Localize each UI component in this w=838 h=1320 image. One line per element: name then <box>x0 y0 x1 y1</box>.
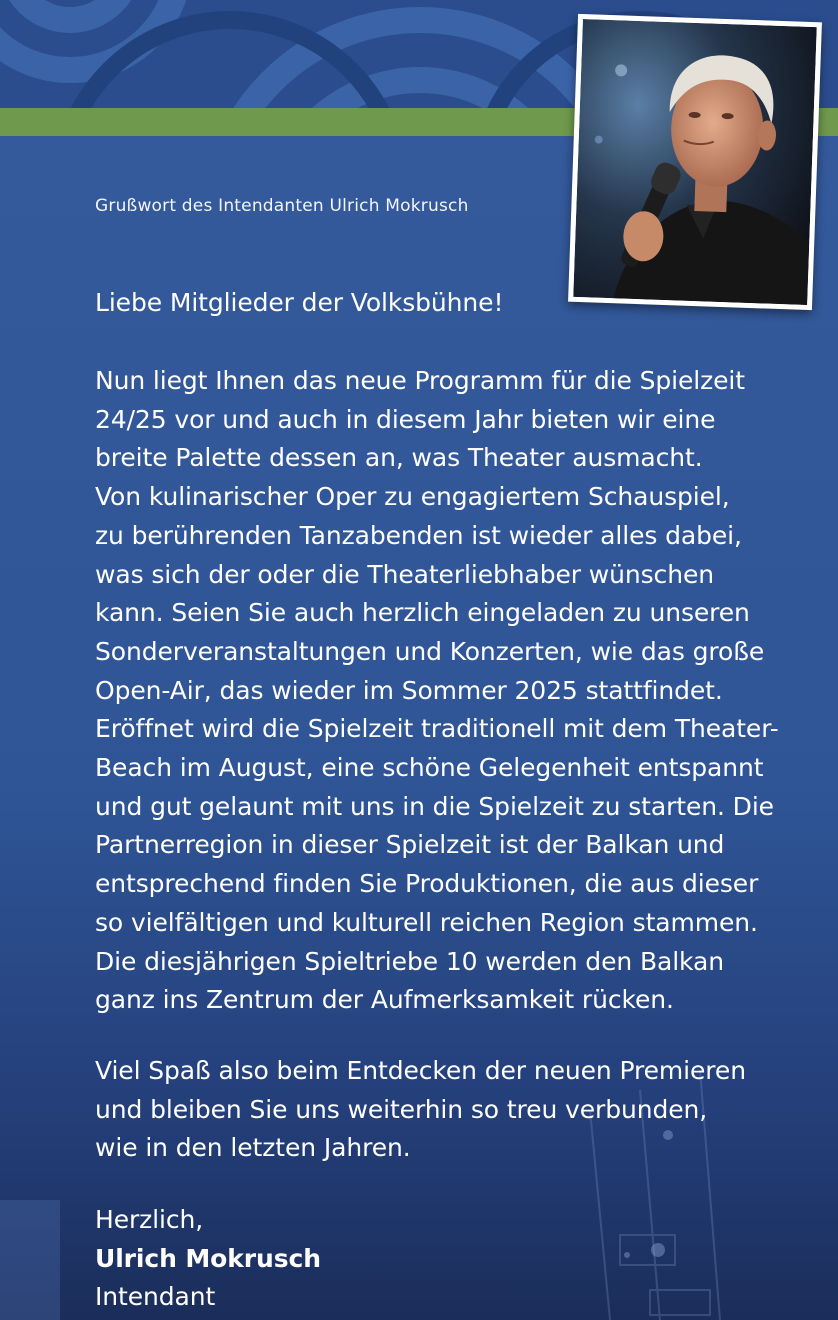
closing-line: und bleiben Sie uns weiterhin so treu verbunden, <box>95 1094 708 1124</box>
body-line: Open-Air, das wieder im Sommer 2025 stattfindet. <box>95 675 723 705</box>
greeting: Herzlich, <box>95 1205 204 1234</box>
signature-name: Ulrich Mokrusch <box>95 1243 321 1273</box>
portrait-photo-frame <box>568 14 822 310</box>
body-line: Nun liegt Ihnen das neue Programm für die Spielzeit <box>95 366 745 395</box>
body-line: und gut gelaunt mit uns in die Spielzeit zu starten. Die <box>95 791 774 821</box>
body-line: kann. Seien Sie auch herzlich eingeladen zu unseren <box>95 598 750 628</box>
portrait-photo <box>573 19 817 305</box>
body-line: breite Palette dessen an, was Theater ausmacht. <box>95 443 703 473</box>
closing-paragraph <box>95 1052 746 1168</box>
body-line: Beach im August, eine schöne Gelegenheit entspannt <box>95 753 764 783</box>
body-line: Sonderveranstaltungen und Konzerten, wie das große <box>95 636 765 666</box>
body-line: 24/25 vor und auch in diesem Jahr bieten wir eine <box>95 404 716 434</box>
body-line: zu berührenden Tanzabenden ist wieder alles dabei, <box>95 520 742 550</box>
body-line: Eröffnet wird die Spielzeit traditionell mit dem Theater- <box>95 714 779 744</box>
body-line: entsprechend finden Sie Produktionen, die aus dieser <box>95 869 759 899</box>
body-line: so vielfältigen und kulturell reichen Region stammen. <box>95 907 758 937</box>
closing-line: Viel Spaß also beim Entdecken der neuen Premieren <box>95 1056 746 1085</box>
sign-off <box>95 1201 321 1317</box>
body-line: Von kulinarischer Oper zu engagiertem Schauspiel, <box>95 482 730 512</box>
body-line: Partnerregion in dieser Spielzeit ist der Balkan und <box>95 830 725 860</box>
closing-line: wie in den letzten Jahren. <box>95 1133 411 1163</box>
body-paragraph <box>95 362 779 1020</box>
letter-subtitle: Grußwort des Intendanten Ulrich Mokrusch <box>95 196 469 216</box>
signature-title: Intendant <box>95 1282 216 1312</box>
body-line: was sich der oder die Theaterliebhaber wünschen <box>95 559 714 589</box>
body-line: ganz ins Zentrum der Aufmerksamkeit rücken. <box>95 985 674 1015</box>
body-line: Die diesjährigen Spieltriebe 10 werden den Balkan <box>95 946 724 976</box>
salutation: Liebe Mitglieder der Volksbühne! <box>95 288 504 317</box>
